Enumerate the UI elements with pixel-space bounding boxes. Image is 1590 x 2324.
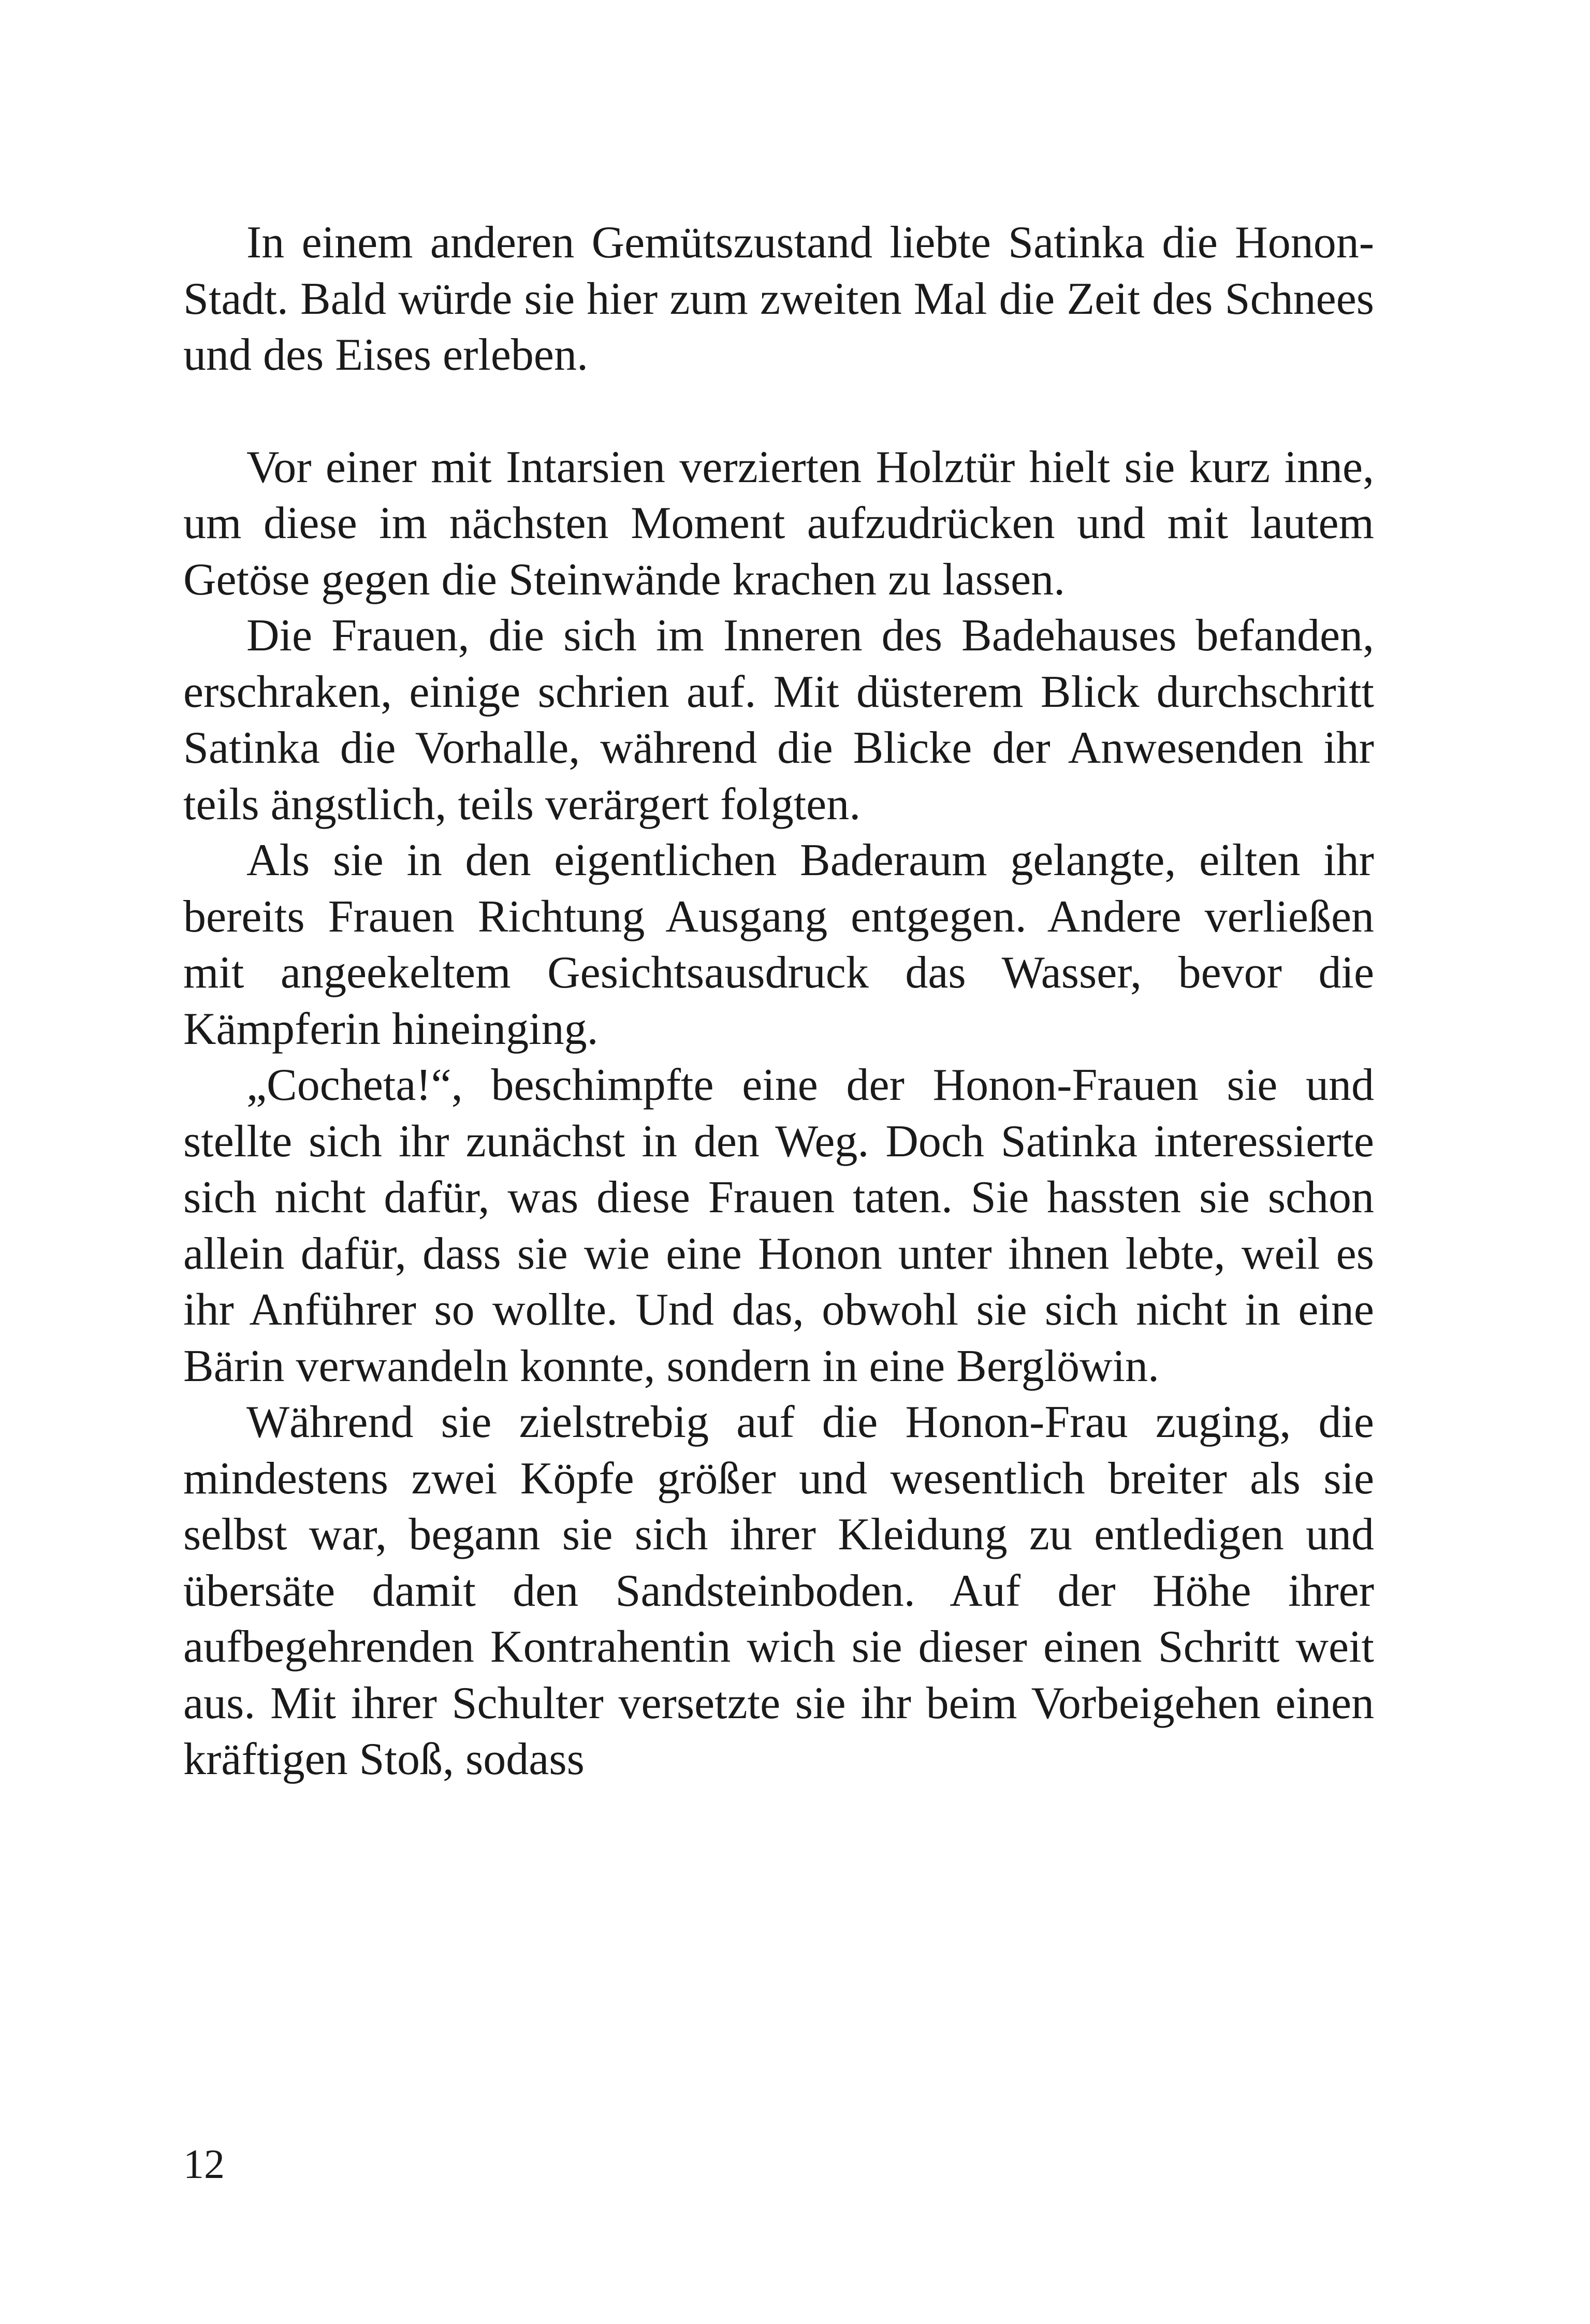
paragraph-2: Vor einer mit Intarsien verzierten Holztür hielt sie kurz inne, um diese im nächsten Moment aufzudrücken und mit lautem Getöse gegen die Steinwände krachen zu lassen.: [183, 442, 1374, 605]
page-number: 12: [183, 2142, 225, 2187]
paragraph-4: Als sie in den eigentlichen Baderaum gelangte, eilten ihr bereits Frauen Richtung Ausgang entgegen. Andere verließen mit angeekeltem Gesichtsausdruck das Wasser, bevor die Kämpferin hineinging.: [183, 835, 1374, 1054]
page-body: [183, 215, 1374, 1788]
paragraph-1: In einem anderen Gemütszustand liebte Satinka die Honon-Stadt. Bald würde sie hier zum zweiten Mal die Zeit des Schnees und des Eises erleben.: [183, 217, 1374, 380]
paragraph-5: „Cocheta!“, beschimpfte eine der Honon-Frauen sie und stellte sich ihr zunächst in den Weg. Doch Satinka interessierte sich nicht dafür, was diese Frauen taten. Sie hassten sie schon allein dafür, dass sie wie eine Honon unter ihnen lebte, weil es ihr Anführer so wollte. Und das, obwohl sie sich nicht in eine Bärin verwandeln konnte, sondern in eine Berglöwin.: [183, 1060, 1374, 1391]
paragraph-6: Während sie zielstrebig auf die Honon-Frau zuging, die mindestens zwei Köpfe größer und wesentlich breiter als sie selbst war, begann sie sich ihrer Kleidung zu entledigen und übersäte damit den Sandsteinboden. Auf der Höhe ihrer aufbegehrenden Kontrahentin wich sie dieser einen Schritt weit aus. Mit ihrer Schulter versetzte sie ihr beim Vorbeigehen einen kräftigen Stoß, sodass: [183, 1397, 1374, 1784]
paragraph-3: Die Frauen, die sich im Inneren des Badehauses befanden, erschraken, einige schrien auf. Mit düsterem Blick durchschritt Satinka die Vorhalle, während die Blicke der Anwesenden ihr teils ängstlich, teils verärgert folgten.: [183, 611, 1374, 830]
